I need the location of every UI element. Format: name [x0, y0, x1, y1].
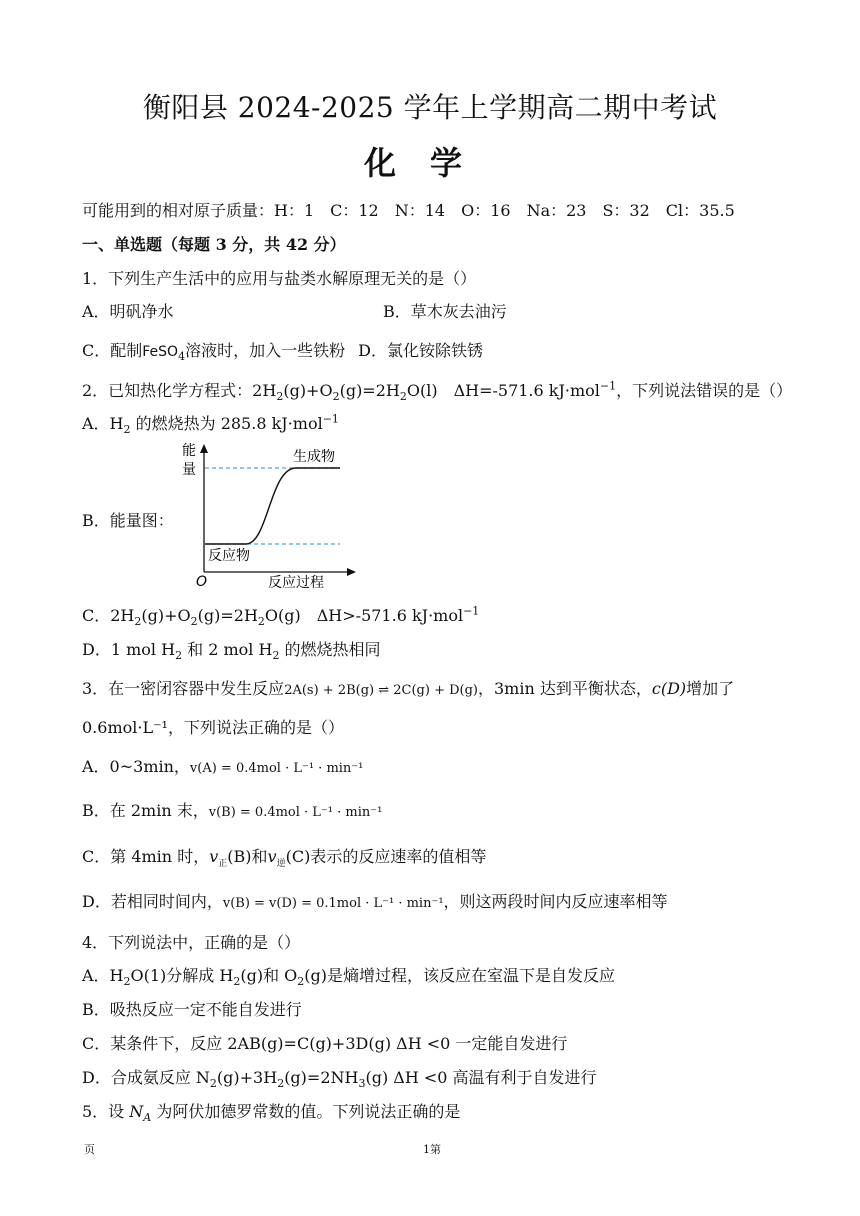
q5-stem: 5．设 $N_A$ 为阿伏加德罗常数的值。下列说法正确的是 [82, 1102, 461, 1125]
q3-stem-line2: 0.6mol·L⁻¹，下列说法正确的是（） [82, 718, 344, 737]
product-label: 生成物 [293, 449, 335, 465]
q1-option-b: B．草木灰去油污 [383, 302, 507, 321]
q3-option-d: D．若相同时间内，v(B) = v(D) = 0.1mol · L⁻¹ · min⁻¹，则这两段时间内反应速率相等 [82, 892, 668, 911]
energy-curve [205, 468, 340, 544]
q4-option-a: A．$H_2O(1)$分解成 $H_2(g)$和 $O_2(g)$是熵增过程，该反应在室温下是自发反应 [82, 966, 616, 989]
q2-option-a: A．$H_2$ 的燃烧热为 285.8 kJ·mol$^{-1}$ [82, 412, 339, 437]
q1-option-c: C．配制FeSO$_4$溶液时，加入一些铁粉 [82, 341, 346, 364]
q4-stem: 4．下列说法中，正确的是（） [82, 933, 301, 952]
footer-page-number: 1第 [423, 1143, 441, 1156]
origin-label: O [196, 574, 208, 590]
q1-option-d: D．氯化铵除铁锈 [358, 341, 484, 360]
y-label-1: 能 [182, 443, 196, 459]
q2-option-c: C．$2H_2(g)+O_2(g)=2H_2O(g)$ ΔH>-571.6 kJ·mol$^{-1}$ [82, 604, 480, 629]
q4-option-d: D．合成氨反应 $N_2(g)+3H_2(g)=2NH_3(g)$ ΔH <0 高温有利于自发进行 [82, 1068, 597, 1091]
atomic-masses: 可能用到的相对原子质量：H：1 C：12 N：14 O：16 Na：23 S：32 Cl：35.5 [82, 201, 735, 220]
q2-stem: 2．已知热化学方程式：$2H_2(g)+O_2(g)=2H_2O(l)$ ΔH=-571.6 kJ·mol$^{-1}$，下列说法错误的是（） [82, 379, 793, 404]
subject-title: 化学 [363, 144, 496, 182]
q1-options-row2 [82, 338, 483, 363]
x-axis-label: 反应过程 [268, 575, 324, 590]
q3-option-b: B．在 2min 末，v(B) = 0.4mol · L⁻¹ · min⁻¹ [82, 801, 383, 820]
section-heading: 一、单选题（每题 3 分，共 42 分） [82, 235, 346, 254]
x-axis-arrow [347, 568, 356, 576]
footer-left: 页 [84, 1143, 95, 1156]
q3-stem-line1: 3．在一密闭容器中发生反应2A(s) + 2B(g) ⇌ 2C(g) + D(g)，3min 达到平衡状态，c(D)增加了 [82, 679, 735, 698]
q4-option-c: C．某条件下，反应 2AB(g)=C(g)+3D(g) ΔH <0 一定能自发进行 [82, 1034, 568, 1053]
exam-title: 衡阳县 2024-2025 学年上学期高二期中考试 [142, 91, 718, 124]
q3-reaction: 2A(s) + 2B(g) ⇌ 2C(g) + D(g) [284, 683, 478, 698]
q1-options-row1 [82, 299, 507, 322]
q4-option-b: B．吸热反应一定不能自发进行 [82, 1000, 302, 1019]
y-label-2: 量 [182, 462, 196, 478]
q3-option-a: A．0~3min，v(A) = 0.4mol · L⁻¹ · min⁻¹ [82, 757, 364, 776]
q2-option-d: D．1 mol $H_2$ 和 2 mol $H_2$ 的燃烧热相同 [82, 640, 381, 663]
reactant-label: 反应物 [208, 548, 250, 564]
q2-option-b-label: B．能量图： [82, 511, 174, 530]
q3-option-c: C．第 4min 时，$v_正(B)$和$v_逆(C)$表示的反应速率的值相等 [82, 847, 487, 870]
q1-stem: 1．下列生产生活中的应用与盐类水解原理无关的是（） [82, 269, 477, 288]
y-axis-arrow [200, 444, 208, 453]
energy-diagram [178, 438, 368, 590]
q1-option-a: A．明矾净水 [82, 302, 174, 321]
